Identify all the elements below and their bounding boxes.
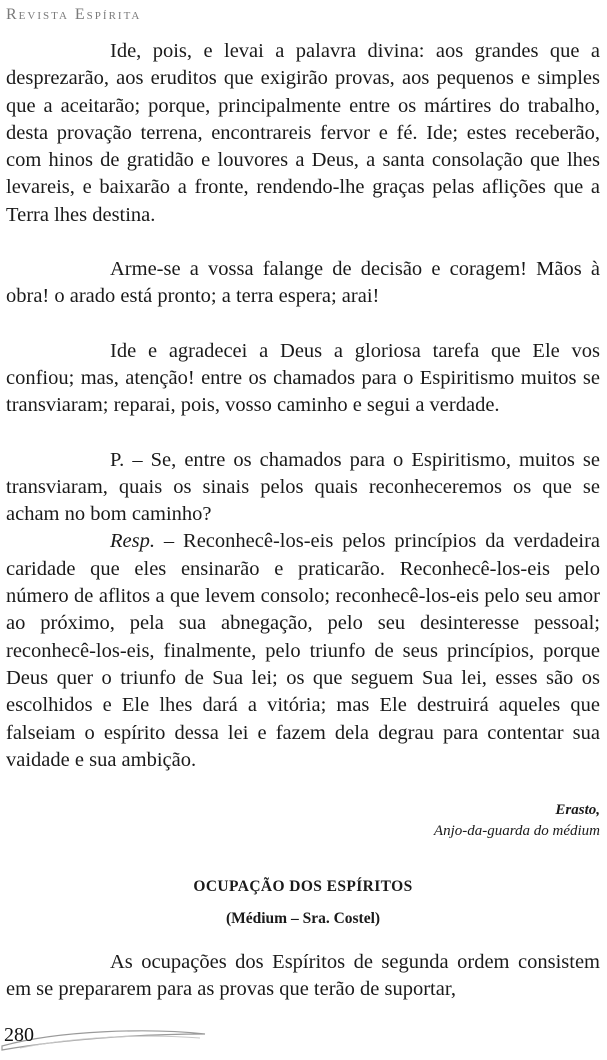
- running-head: Revista Espírita: [6, 6, 142, 23]
- section-subtitle: (Médium – Sra. Costel): [225, 910, 381, 928]
- answer-paragraph: [6, 528, 600, 774]
- question-paragraph: P. – Se, entre os chamados para o Espiritismo, muitos se transviaram, quais os sinais pelos quais reconheceremos os que se acham no bom caminho?: [6, 448, 600, 526]
- signature-role: Anjo-da-guarda do médium: [433, 823, 600, 840]
- section-first-paragraph: As ocupações dos Espíritos de segunda ordem consistem em se prepararem para as provas que terão de suportar,: [6, 951, 600, 1001]
- signature: [6, 800, 600, 842]
- paragraph-2: Arme-se a vossa falange de decisão e coragem! Mãos à obra! o arado está pronto; a terra espera; arai!: [6, 258, 600, 308]
- page-body: [6, 38, 600, 1004]
- answer-label: Resp.: [110, 530, 155, 553]
- page-number: 280: [4, 1024, 34, 1046]
- answer-text: – Reconhecê-los-eis pelos princípios da verdadeira caridade que eles ensinarão e praticarão. Reconhecê-los-eis pelo número de aflitos a que levem consolo; reconhecê-los-eis pelo seu amor ao próximo, pela sua abnegação, pelo seu desinteresse pessoal; reconhecê-los-eis, finalmente, pelo triunfo de seus princípios, porque Deus quer o triunfo de Sua lei; os que seguem Sua lei, esses são os escolhidos e Ele lhes dará a vitória; mas Ele destruirá aqueles que falseiam o espírito dessa lei e fazem dela degrau para contentar sua vaidade e sua ambição.: [6, 530, 600, 771]
- paragraph-3: Ide e agradecei a Deus a gloriosa tarefa que Ele vos confiou; mas, atenção! entre os chamados para o Espiritismo muitos se transviaram; reparai, pois, vosso caminho e segui a verdade.: [6, 339, 600, 417]
- signature-name: Erasto,: [555, 802, 600, 819]
- paragraph-1: Ide, pois, e levai a palavra divina: aos grandes que a desprezarão, aos eruditos que exigirão provas, aos pequenos e simples que a aceitarão; porque, principalmente entre os mártires do trabalho, desta provação terrena, encontrareis fervor e fé. Ide; estes receberão, com hinos de gratidão e louvores a Deus, a santa consolação que lhes levareis, e baixarão a fronte, rendendo-lhe graças pelas aflições que a Terra lhes destina.: [6, 40, 600, 226]
- section-title: OCUPAÇÃO DOS ESPÍRITOS: [193, 878, 413, 896]
